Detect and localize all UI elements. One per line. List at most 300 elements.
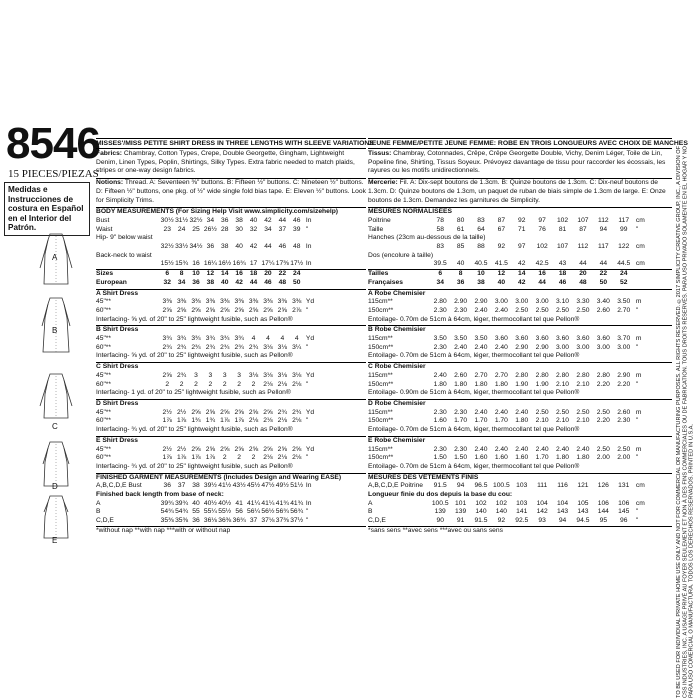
row-label: Poitrine bbox=[368, 216, 391, 224]
cell-value: 141 bbox=[516, 508, 528, 516]
cell-value: 4 bbox=[251, 335, 256, 343]
cell-value: 3.60 bbox=[515, 335, 529, 343]
cell-value: 80 bbox=[456, 216, 465, 224]
cell-value: 16 bbox=[192, 260, 200, 268]
cell-value: 3.00 bbox=[556, 343, 570, 351]
cell-value: 2⅞ bbox=[292, 306, 302, 314]
cell-value: 12 bbox=[497, 270, 506, 278]
cell-value: 42 bbox=[264, 216, 272, 224]
cell-value: 48 bbox=[579, 278, 587, 286]
cell-value: 107 bbox=[577, 216, 589, 224]
row-label: 60"** bbox=[96, 343, 112, 351]
cell-value: 2½ bbox=[176, 445, 187, 453]
cell-value: 2.40 bbox=[433, 371, 447, 379]
cell-value: 2.10 bbox=[535, 417, 549, 425]
cell-value bbox=[160, 234, 174, 243]
view-d-sketch bbox=[34, 440, 78, 500]
cell-value: 1.80 bbox=[454, 380, 468, 388]
cell-value: 34½ bbox=[189, 243, 203, 251]
cell-value: 93 bbox=[538, 517, 546, 525]
cell-value: 100.5 bbox=[431, 499, 449, 507]
cell-value: 1⅞ bbox=[176, 417, 187, 425]
cell-value: 94 bbox=[456, 482, 465, 490]
cell-value: 42 bbox=[518, 278, 526, 286]
cell-value: 44 bbox=[264, 243, 272, 251]
cell-value: 3.50 bbox=[454, 335, 468, 343]
cell-value: 44 bbox=[599, 260, 608, 268]
cell-value: 139 bbox=[455, 508, 467, 516]
cell-value: 2.20 bbox=[596, 380, 610, 388]
cell-value: 54¾ bbox=[175, 508, 189, 516]
unit-label: m bbox=[635, 445, 642, 453]
cell-value: 95 bbox=[599, 517, 608, 525]
cell-value: 104 bbox=[536, 499, 548, 507]
cell-value bbox=[174, 252, 188, 261]
cell-value: 2.30 bbox=[433, 343, 447, 351]
cell-value: 32½ bbox=[189, 216, 203, 224]
cell-value: 46 bbox=[558, 278, 567, 286]
cell-value: 103 bbox=[516, 482, 528, 490]
cell-value: 140 bbox=[495, 508, 507, 516]
cell-value bbox=[275, 234, 289, 243]
cell-value: 3¾ bbox=[234, 335, 244, 343]
unit-label: " bbox=[305, 517, 309, 525]
interfacing-note: Entoilage- 0.90m de 51cm à 64cm, léger, thermocollant tel que Pellon® bbox=[368, 389, 580, 397]
cell-value: 55 bbox=[192, 508, 200, 516]
english-footnote: *without nap **with nap ***with or without nap bbox=[96, 526, 366, 536]
row-label bbox=[368, 260, 430, 269]
cell-value: 1.90 bbox=[535, 380, 549, 388]
cell-value bbox=[512, 252, 532, 261]
table-row bbox=[96, 270, 366, 279]
table-row bbox=[368, 446, 672, 455]
cell-value: 40½ bbox=[203, 499, 217, 507]
cell-value: 2⅛ bbox=[277, 380, 287, 388]
cell-value: 2.70 bbox=[474, 371, 488, 379]
cell-value: 3⅛ bbox=[277, 371, 287, 379]
yardage-section-title: A Robe Chemisier bbox=[368, 289, 672, 299]
french-mesures-header: MESURES NORMALISÉES bbox=[368, 207, 672, 217]
cell-value: 2.30 bbox=[454, 408, 468, 416]
cell-value: 102 bbox=[536, 243, 548, 251]
cell-value bbox=[189, 234, 203, 243]
cell-value: 101 bbox=[455, 499, 467, 507]
pieces-count: 15 PIECES/PIEZAS bbox=[8, 168, 99, 180]
row-label: 150cm** bbox=[368, 417, 394, 425]
cell-value: 140 bbox=[475, 508, 487, 516]
cell-value: 121 bbox=[577, 482, 589, 490]
interfacing-note: Interfacing- ⅝ yd. of 20" to 25" lightweight fusible, such as Pellon® bbox=[96, 352, 293, 360]
table-row bbox=[368, 307, 672, 316]
cell-value: 44 bbox=[538, 278, 546, 286]
cell-value: 58 bbox=[436, 225, 444, 233]
english-back-length-label: Finished back length from base of neck: bbox=[96, 491, 224, 499]
yardage-section-title: D Robe Chemisier bbox=[368, 399, 672, 409]
cell-value: 122 bbox=[618, 243, 630, 251]
cell-value: 2⅝ bbox=[263, 408, 273, 416]
view-label-d: D bbox=[52, 482, 58, 491]
cell-value: 12 bbox=[206, 270, 215, 278]
yardage-section-title: E Robe Chemisier bbox=[368, 436, 672, 446]
cell-value: 42.5 bbox=[535, 260, 549, 268]
cell-value: 1⅞ bbox=[162, 417, 172, 425]
table-row bbox=[96, 260, 366, 269]
unit-label: In bbox=[305, 243, 312, 251]
unit-label: m bbox=[635, 335, 642, 343]
cell-value bbox=[261, 252, 275, 261]
view-label-e: E bbox=[52, 536, 58, 545]
cell-value: 16¼ bbox=[203, 260, 217, 268]
cell-value: 41.5 bbox=[494, 260, 508, 268]
english-body-measurements-header: BODY MEASUREMENTS (For Sizing Help Visit www.simplicity.com/sizehelp) bbox=[96, 207, 366, 217]
cell-value: 39¾ bbox=[160, 499, 174, 507]
cell-value: 56¼ bbox=[247, 508, 261, 516]
cell-value: 42 bbox=[518, 260, 526, 268]
cell-value: 2.90 bbox=[454, 298, 468, 306]
english-back-rows bbox=[96, 500, 366, 526]
cell-value: 3¾ bbox=[162, 335, 172, 343]
cell-value: 1.80 bbox=[576, 454, 590, 462]
cell-value: 1⅞ bbox=[234, 417, 244, 425]
cell-value: 2.40 bbox=[535, 445, 549, 453]
cell-value: 91.5 bbox=[433, 482, 447, 490]
cell-value: 2¾ bbox=[191, 343, 201, 351]
spanish-instructions-box: Medidas e Instrucciones de costura en Español en el Interior del Patrón. bbox=[4, 182, 90, 236]
cell-value: 43 bbox=[558, 260, 567, 268]
cell-value bbox=[203, 234, 217, 243]
cell-value: 35⅜ bbox=[160, 517, 174, 525]
row-label: A bbox=[368, 499, 373, 507]
unit-label: In bbox=[305, 216, 312, 224]
cell-value: 3⅜ bbox=[234, 298, 244, 306]
cell-value: 1.60 bbox=[515, 454, 529, 462]
cell-value: 2⅝ bbox=[277, 306, 287, 314]
cell-value: 143 bbox=[556, 508, 569, 516]
french-yardage bbox=[368, 289, 672, 472]
french-back-rows bbox=[368, 500, 672, 526]
cell-value: 3 bbox=[194, 371, 198, 379]
cell-value: 71 bbox=[518, 225, 526, 233]
cell-value: 116 bbox=[557, 482, 568, 490]
table-row bbox=[96, 409, 366, 418]
unit-label: m bbox=[635, 298, 642, 306]
cell-value: 2.30 bbox=[433, 306, 447, 314]
cell-value: 24 bbox=[292, 270, 301, 278]
cell-value: 1.80 bbox=[433, 380, 447, 388]
table-row bbox=[368, 409, 672, 418]
row-label: Back-neck to waist bbox=[96, 251, 152, 259]
cell-value: 3.40 bbox=[596, 298, 610, 306]
cell-value: 2⅝ bbox=[205, 445, 216, 453]
cell-value: 1¾ bbox=[191, 417, 201, 425]
cell-value: 2.40 bbox=[474, 445, 488, 453]
table-row bbox=[368, 482, 672, 491]
cell-value bbox=[491, 252, 511, 261]
cell-value: 2⅝ bbox=[205, 408, 216, 416]
cell-value: 1.80 bbox=[474, 380, 488, 388]
cell-value: 46 bbox=[264, 278, 272, 286]
cell-value: 2¾ bbox=[205, 343, 216, 351]
cell-value: 78 bbox=[436, 216, 444, 224]
cell-value: 3⅜ bbox=[263, 298, 273, 306]
cell-value: 85 bbox=[456, 243, 465, 251]
french-mercerie: Mercerie: Fil. A: Dix-sept boutons de 1.3cm. B: Quinze boutons de 1.3cm. C: Dix-neuf boutons de 1.3cm. D: Quinze boutons de 1.3cm, un paquet de ruban de biais simple de 1.3cm de large. E: Onze boutons de 1.3cm. Demandez les garnitures de Simplicity. bbox=[368, 178, 672, 205]
cell-value: 2.80 bbox=[576, 371, 590, 379]
cell-value: 36¾ bbox=[232, 517, 246, 525]
table-row bbox=[368, 298, 672, 307]
cell-value: 104 bbox=[556, 499, 569, 507]
table-row bbox=[96, 226, 366, 235]
cell-value: 126 bbox=[597, 482, 609, 490]
cell-value: 44 bbox=[579, 260, 587, 268]
cell-value: 102 bbox=[475, 499, 487, 507]
cell-value: 43½ bbox=[232, 482, 246, 490]
cell-value: 92 bbox=[497, 243, 506, 251]
table-row bbox=[368, 234, 672, 243]
yardage-section-title: A Shirt Dress bbox=[96, 289, 366, 299]
cell-value: 2⅛ bbox=[263, 380, 273, 388]
cell-value bbox=[593, 252, 613, 261]
cell-value: 41¾ bbox=[275, 499, 289, 507]
unit-label: " bbox=[305, 380, 309, 388]
cell-value: 92 bbox=[518, 216, 526, 224]
row-label: Taille bbox=[368, 225, 384, 233]
cell-value: 106 bbox=[618, 499, 630, 507]
cell-value: 2¾ bbox=[248, 343, 259, 351]
row-label: A bbox=[96, 499, 101, 507]
cell-value: 2.50 bbox=[596, 445, 610, 453]
cell-value: 24 bbox=[177, 225, 186, 233]
table-row bbox=[96, 454, 366, 463]
cell-value bbox=[174, 234, 188, 243]
cell-value: 2½ bbox=[162, 408, 172, 416]
table-row bbox=[368, 508, 672, 517]
cell-value: 34 bbox=[264, 225, 272, 233]
cell-value: 56¾ bbox=[275, 508, 289, 516]
cell-value: 90 bbox=[436, 517, 444, 525]
unit-label: Yd bbox=[305, 445, 315, 453]
cell-value: 2⅝ bbox=[263, 306, 273, 314]
cell-value: 2⅝ bbox=[205, 306, 216, 314]
cell-value: 32½ bbox=[160, 243, 174, 251]
cell-value bbox=[532, 234, 552, 243]
cell-value: 2.50 bbox=[535, 306, 549, 314]
cell-value: 2.50 bbox=[556, 408, 570, 416]
cell-value: 2.50 bbox=[535, 408, 549, 416]
cell-value: 56½ bbox=[261, 508, 275, 516]
cell-value: 3⅜ bbox=[248, 298, 259, 306]
unit-label: In bbox=[305, 260, 312, 268]
cell-value: 6 bbox=[438, 270, 443, 278]
cell-value: 10 bbox=[477, 270, 485, 278]
yardage-section-title: C Robe Chemisier bbox=[368, 362, 672, 372]
cell-value: 2 bbox=[251, 454, 256, 462]
unit-label bbox=[634, 270, 646, 279]
cell-value: 47½ bbox=[261, 482, 275, 490]
cell-value bbox=[246, 252, 260, 261]
cell-value: 99 bbox=[619, 225, 628, 233]
cell-value: 81 bbox=[558, 225, 567, 233]
cell-value: 1.70 bbox=[454, 417, 468, 425]
cell-value: 14 bbox=[518, 270, 526, 278]
cell-value: 2.10 bbox=[576, 417, 590, 425]
view-a-sketch bbox=[34, 232, 78, 292]
cell-value: 3.00 bbox=[617, 343, 631, 351]
cell-value: 34 bbox=[436, 278, 444, 286]
cell-value: 36 bbox=[163, 482, 171, 490]
cell-value: 3⅜ bbox=[277, 298, 287, 306]
unit-label: " bbox=[635, 454, 639, 462]
cell-value: 139 bbox=[434, 508, 446, 516]
cell-value: 2 bbox=[222, 380, 227, 388]
cell-value: 3¼ bbox=[292, 343, 302, 351]
cell-value: 2 bbox=[251, 380, 256, 388]
cell-value: 102 bbox=[495, 499, 507, 507]
cell-value: 3⅜ bbox=[292, 298, 302, 306]
cell-value: 49½ bbox=[275, 482, 289, 490]
row-label: 115cm** bbox=[368, 371, 393, 379]
unit-label bbox=[304, 252, 316, 261]
unit-label bbox=[304, 279, 316, 288]
cell-value: 48 bbox=[292, 243, 301, 251]
cell-value: 2⅝ bbox=[220, 408, 230, 416]
cell-value: 3⅛ bbox=[248, 371, 259, 379]
cell-value: 2.40 bbox=[474, 343, 488, 351]
table-row bbox=[368, 217, 672, 226]
cell-value bbox=[450, 234, 470, 243]
cell-value: 3⅛ bbox=[263, 343, 273, 351]
table-row bbox=[96, 252, 366, 261]
unit-label bbox=[304, 234, 316, 243]
cell-value: 1⅞ bbox=[191, 454, 201, 462]
cell-value bbox=[246, 234, 260, 243]
french-size-rows bbox=[368, 269, 672, 287]
cell-value: 2.80 bbox=[515, 371, 529, 379]
interfacing-note: Entoilage- 0.70m de 51cm à 64cm, léger, thermocollant tel que Pellon® bbox=[368, 426, 580, 434]
interfacing-note: Interfacing- 1 yd. of 20" to 25" lightweight fusible, such as Pellon® bbox=[96, 389, 291, 397]
cell-value: 3.00 bbox=[596, 343, 610, 351]
interfacing-note: Entoilage- 0.70m de 51cm à 64cm, léger, thermocollant tel que Pellon® bbox=[368, 462, 580, 470]
cell-value: 38 bbox=[221, 243, 229, 251]
cell-value: 36⅜ bbox=[218, 517, 232, 525]
table-row bbox=[368, 372, 672, 381]
cell-value bbox=[275, 252, 289, 261]
cell-value: 37⅜ bbox=[275, 517, 289, 525]
cell-value: 38 bbox=[477, 278, 485, 286]
table-row bbox=[368, 500, 672, 509]
cell-value: 30 bbox=[235, 225, 243, 233]
cell-value: 3⅜ bbox=[205, 298, 216, 306]
cell-value: 2 bbox=[237, 454, 242, 462]
french-header: JEUNE FEMME/PETITE JEUNE FEMME: ROBE EN TROIS LONGUEURS AVEC CHOIX DE MANCHES bbox=[368, 140, 688, 147]
cell-value: 83 bbox=[477, 216, 485, 224]
cell-value: 2⅝ bbox=[277, 445, 287, 453]
cell-value: 17 bbox=[249, 260, 258, 268]
cell-value: 16½ bbox=[218, 260, 232, 268]
cell-value: 64 bbox=[477, 225, 485, 233]
cell-value: 3¾ bbox=[176, 335, 187, 343]
table-row bbox=[96, 508, 366, 517]
row-label: 45"** bbox=[96, 445, 112, 453]
cell-value: 16¾ bbox=[232, 260, 246, 268]
cell-value: 2⅝ bbox=[234, 408, 244, 416]
cell-value: 2.10 bbox=[556, 380, 570, 388]
cell-value: 83 bbox=[436, 243, 444, 251]
table-row bbox=[96, 517, 366, 526]
unit-label: " bbox=[635, 517, 639, 525]
unit-label: Yd bbox=[305, 408, 315, 416]
unit-label: m bbox=[635, 371, 642, 379]
cell-value: 3.50 bbox=[617, 298, 631, 306]
english-fabrics: Fabrics: Chambray, Cotton Types, Crepe, Double Georgette, Gingham, Lightweight Denim, Linen Types, Poplin, Shirtings, Silky Types. Extra fabric needed to match plaids, stripes or one-way design fabrics. bbox=[96, 150, 355, 175]
cell-value: 52 bbox=[619, 278, 628, 286]
cell-value: 3 bbox=[208, 371, 213, 379]
table-row bbox=[368, 243, 672, 252]
cell-value: 2⅝ bbox=[248, 445, 259, 453]
cell-value: 2⅛ bbox=[292, 380, 302, 388]
cell-value bbox=[203, 252, 217, 261]
cell-value: 2.30 bbox=[433, 408, 447, 416]
cell-value: 3.60 bbox=[535, 335, 549, 343]
table-row bbox=[96, 243, 366, 252]
cell-value: 102 bbox=[556, 216, 569, 224]
table-row bbox=[368, 252, 672, 261]
cell-value: 145 bbox=[618, 508, 630, 516]
cell-value: 36⅛ bbox=[203, 517, 217, 525]
cell-value: 2 bbox=[194, 380, 198, 388]
cell-value: 2⅝ bbox=[162, 371, 172, 379]
table-row bbox=[96, 446, 366, 455]
french-footnote: *sans sens **avec sens ***avec ou sans sens bbox=[368, 526, 672, 536]
cell-value: 22 bbox=[278, 270, 287, 278]
cell-value: 3.50 bbox=[433, 335, 447, 343]
unit-label bbox=[304, 270, 316, 279]
unit-label bbox=[634, 234, 646, 243]
cell-value: 3.60 bbox=[576, 335, 590, 343]
row-label bbox=[96, 243, 160, 252]
cell-value: 3⅛ bbox=[292, 371, 302, 379]
cell-value: 2⅝ bbox=[248, 408, 259, 416]
yardage-section-title: C Shirt Dress bbox=[96, 362, 366, 372]
cell-value: 1.80 bbox=[494, 380, 508, 388]
cell-value: 3⅜ bbox=[176, 298, 187, 306]
cell-value: 2.80 bbox=[596, 371, 610, 379]
cell-value: 22 bbox=[599, 270, 608, 278]
cell-value: 2.00 bbox=[617, 454, 631, 462]
unit-label: Yd bbox=[305, 298, 315, 306]
cell-value: 2.50 bbox=[576, 306, 590, 314]
cell-value: 2.90 bbox=[617, 371, 631, 379]
row-label: Hanches (23cm au-dessous de la taille) bbox=[368, 234, 486, 242]
row-label: 45"** bbox=[96, 371, 112, 379]
row-label: 115cm** bbox=[368, 298, 393, 306]
cell-value: 1.80 bbox=[515, 417, 529, 425]
cell-value: 55½ bbox=[218, 508, 232, 516]
cell-value: 1⅞ bbox=[176, 454, 187, 462]
cell-value: 61 bbox=[456, 225, 465, 233]
cell-value: 25 bbox=[192, 225, 200, 233]
cell-value bbox=[471, 252, 491, 261]
cell-value: 15¾ bbox=[175, 260, 189, 268]
cell-value: 117 bbox=[597, 243, 609, 251]
cell-value: 2.20 bbox=[596, 417, 610, 425]
cell-value: 41¾ bbox=[290, 499, 304, 507]
cell-value: 2.30 bbox=[617, 417, 631, 425]
table-row bbox=[368, 226, 672, 235]
row-label: 60"** bbox=[96, 417, 112, 425]
cell-value: 39½ bbox=[203, 482, 217, 490]
cell-value: 36 bbox=[221, 216, 229, 224]
